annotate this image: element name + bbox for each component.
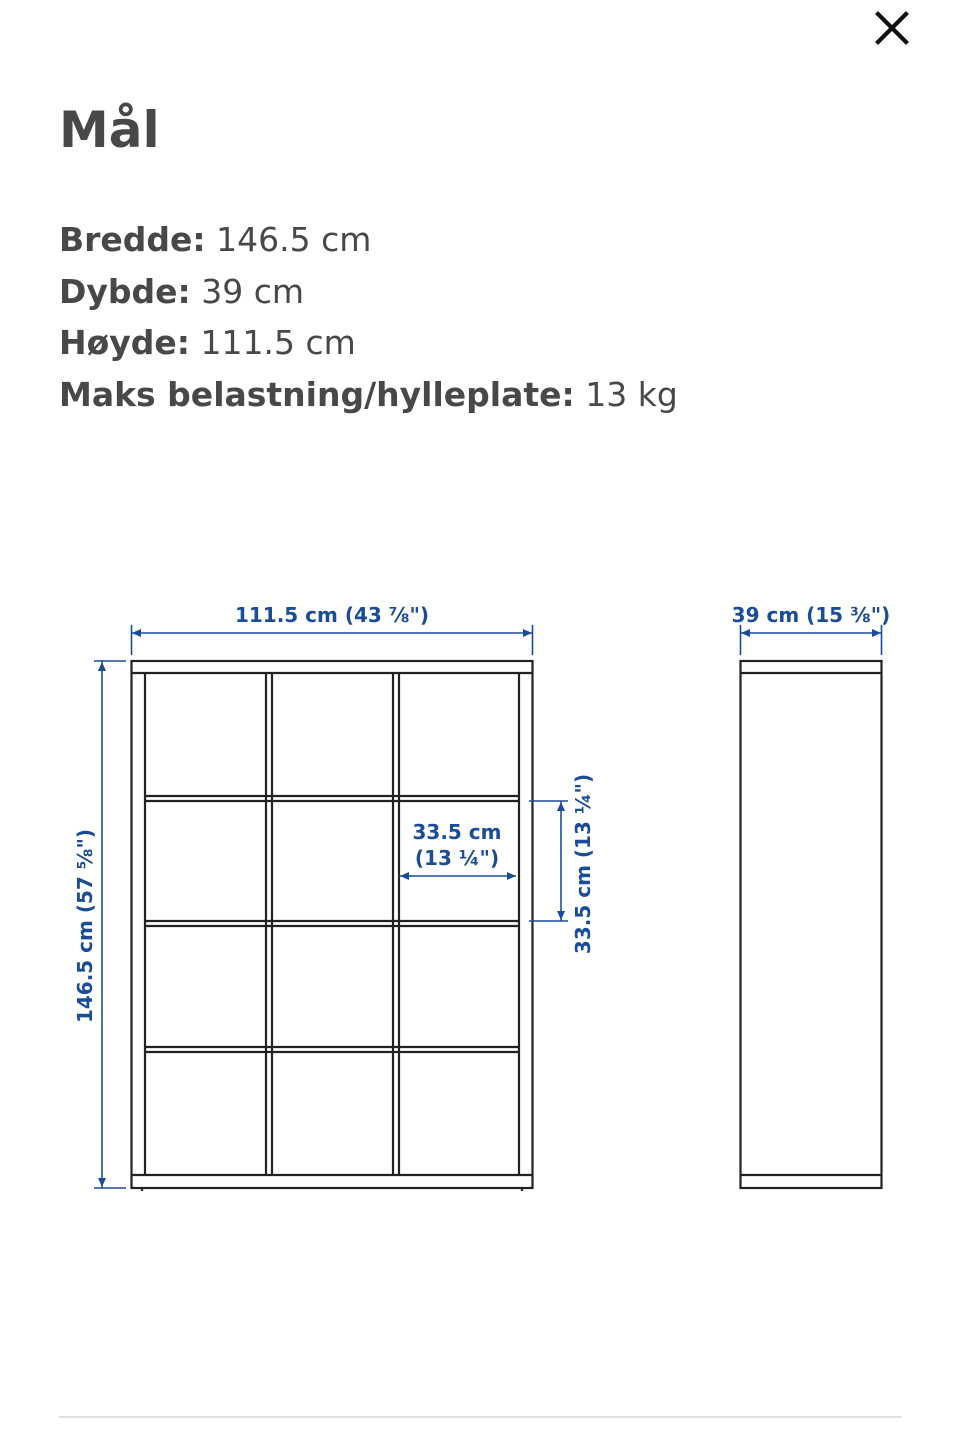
side-view-drawing [741,661,882,1188]
spec-max-load [59,369,678,421]
spec-height-label: Høyde: [59,323,191,362]
arrow-left-icon [400,872,409,880]
side-outer-frame [741,661,882,1188]
front-height-label: 146.5 cm (57 ⅝") [73,828,97,1024]
spec-height-value: 111.5 cm [200,323,356,362]
arrow-down-icon [557,911,565,920]
close-icon [874,10,910,46]
arrow-down-icon [98,1178,106,1187]
dimension-diagram [0,560,960,1220]
front-outer-frame [132,661,533,1188]
arrow-left-icon [741,629,750,637]
compartment-width-label-line2: (13 ¼") [414,846,500,870]
arrow-right-icon [523,629,532,637]
depth-label: 39 cm (15 ⅜") [731,603,891,627]
spec-height [59,317,678,369]
arrow-right-icon [507,872,516,880]
compartment-width-label-line1: 33.5 cm [412,820,502,844]
dimension-lines [94,625,882,1188]
spec-depth [59,266,678,318]
close-button[interactable] [866,6,918,50]
spec-max-load-value: 13 kg [585,374,678,414]
spec-depth-value: 39 cm [201,271,305,311]
arrow-left-icon [132,629,141,637]
spec-width-label: Bredde: [59,220,206,259]
spec-list [59,214,678,420]
arrow-right-icon [872,629,881,637]
bottom-divider [59,1416,902,1418]
arrow-up-icon [557,802,565,811]
compartment-height-label: 33.5 cm (13 ¼") [571,773,595,955]
front-width-label: 111.5 cm (43 ⅞") [234,603,430,627]
arrow-up-icon [98,662,106,671]
page-title: Mål [59,101,160,159]
spec-width-value: 146.5 cm [216,220,372,259]
spec-width [59,214,678,266]
front-view-drawing [132,661,533,1191]
spec-depth-label: Dybde: [59,271,191,311]
spec-max-load-label: Maks belastning/hylleplate: [59,374,575,414]
